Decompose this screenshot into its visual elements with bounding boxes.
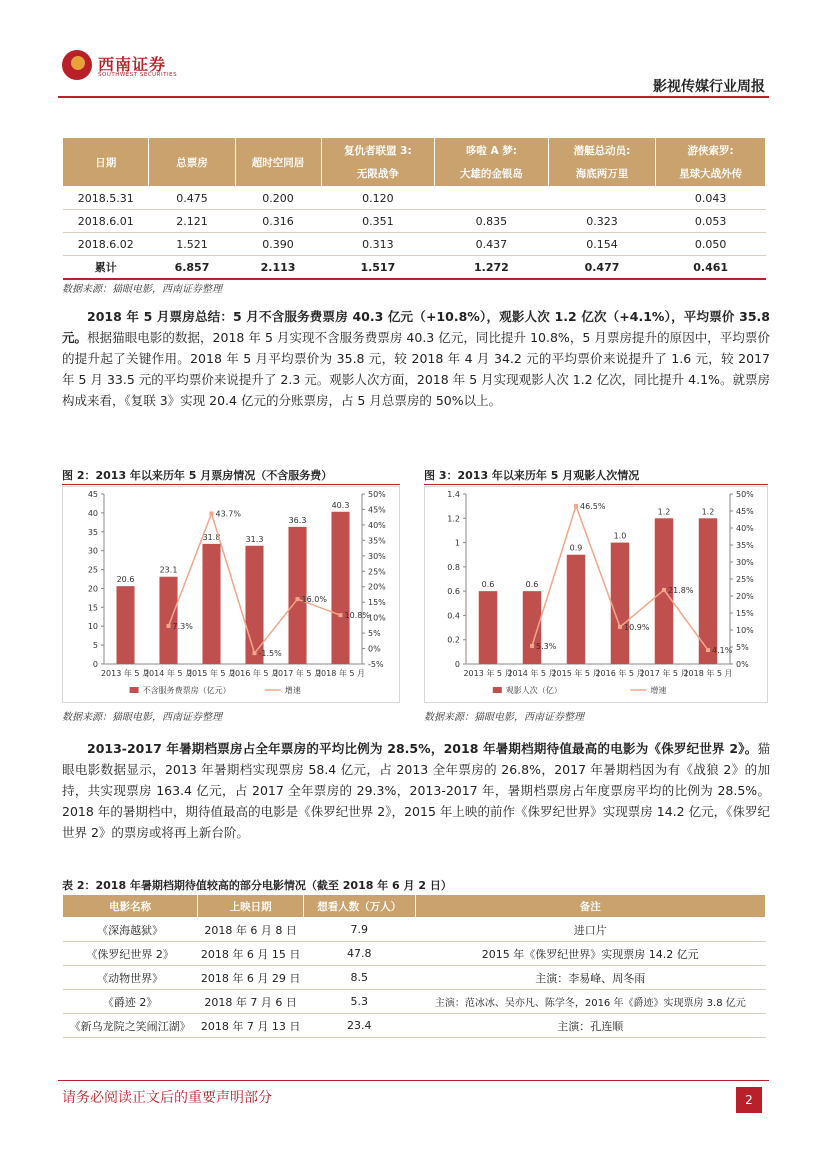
- bar: [567, 555, 585, 664]
- growth-value-label: 16.0%: [301, 595, 327, 605]
- figure2-title: 图 2：2013 年以来历年 5 月票房情况（不含服务费）: [62, 469, 333, 482]
- paragraph-body: 根据猫眼电影的数据，2018 年 5 月实现不含服务费票房 40.3 亿元，同比提升 10.8%，5 月票房提升的原因中，平均票价的提升起了关键作用。2018 年 5 月平均票价为 35.8 元，较 2018 年 4 月 34.2 元的平均票价来说提升了 1.6 元，较 2017 年 5 月 33.5 元的平均票价来说提升了 2.3 元。观影人次方面，2018 年 5 月实现观影人次 1.2 亿次，同比提升 4.1%。就票房构成来看，《复联 3》实现 20.4 亿元的分账票房，占 5 月总票房的 50%以上。: [62, 330, 770, 408]
- table-total-row: [63, 256, 766, 280]
- y-tick-label: 1: [454, 538, 460, 548]
- bar-value-label: 0.9: [569, 543, 583, 553]
- x-tick-label: 2014 年 5 月: [143, 669, 194, 678]
- report-title: 影视传媒行业周报: [653, 79, 765, 95]
- table-cell: 47.8: [303, 942, 415, 966]
- y-tick-label: 0.6: [447, 587, 460, 597]
- table-cell: 进口片: [415, 918, 765, 942]
- legend-line-label: 增速: [284, 686, 301, 695]
- x-tick-label: 2014 年 5 月: [507, 669, 557, 678]
- bar-value-label: 23.1: [159, 565, 178, 575]
- paragraph-body: 猫眼电影数据显示，2013 年暑期档实现票房 58.4 亿元，占 2013 全年票房的 26.8%，2017 年暑期档因为有《战狼 2》的加持，共实现票房 163.4 亿元，占 2017 全年票房的 29.3%，2013-2017 年，暑期档票房占年度票房平均的比例为 28.5%。2018 年的暑期档中，期待值最高的电影是《侏罗纪世界 2》，2015 年上映的前作《侏罗纪世界》实现票房 14.2 亿元，《侏罗纪世界 2》的票房或将再上新台阶。: [62, 741, 770, 840]
- table-cell: 2018 年 7 月 6 日: [198, 990, 304, 1014]
- x-tick-label: 2017 年 5 月: [272, 669, 323, 678]
- growth-point: [574, 504, 578, 508]
- table-row: [63, 1014, 766, 1038]
- table-cell: 2.121: [149, 210, 235, 233]
- growth-point: [530, 644, 534, 648]
- table-cell: 0.154: [548, 233, 656, 256]
- growth-value-label: 43.7%: [215, 509, 241, 519]
- col-header: 日期: [63, 138, 149, 187]
- table-cell: 0.390: [235, 233, 321, 256]
- table-cell: 2018 年 6 月 8 日: [198, 918, 304, 942]
- y2-tick-label: 10%: [736, 626, 754, 635]
- table-cell: 7.9: [303, 918, 415, 942]
- bar-value-label: 31.8: [202, 532, 221, 542]
- logo-english-name: SOUTHWEST SECURITIES: [98, 72, 178, 78]
- table-cell: 2018.5.31: [63, 187, 149, 210]
- table-cell: 0.313: [321, 233, 435, 256]
- table-row: [63, 233, 766, 256]
- y2-tick-label: 25%: [368, 567, 386, 577]
- growth-point: [210, 511, 214, 515]
- page-number: 2: [736, 1087, 762, 1113]
- y-tick-label: 40: [87, 508, 98, 518]
- table-cell: 1.272: [435, 256, 549, 280]
- y2-tick-label: 5%: [736, 643, 749, 652]
- y2-tick-label: 45%: [736, 507, 754, 516]
- table-row: [63, 942, 766, 966]
- bar: [116, 586, 134, 664]
- legend-bar-label: 不含服务费票房（亿元）: [142, 686, 231, 695]
- y2-tick-label: 50%: [368, 490, 386, 499]
- y2-tick-label: -5%: [368, 660, 384, 669]
- summer-films-table: [62, 894, 766, 1038]
- table-cell: 0.835: [435, 210, 549, 233]
- y2-tick-label: 30%: [368, 551, 386, 561]
- y2-tick-label: 10%: [368, 613, 386, 623]
- col-header: 游侠索罗: 星球大战外传: [656, 138, 766, 187]
- table-cell: 0.351: [321, 210, 435, 233]
- bar: [202, 544, 220, 664]
- y2-tick-label: 35%: [368, 536, 386, 546]
- y2-tick-label: 40%: [736, 524, 754, 533]
- y2-tick-label: 30%: [736, 558, 754, 567]
- paragraph-lead: 2013-2017 年暑期档票房占全年票房的平均比例为 28.5%，2018 年暑期档期待值最高的电影为《侏罗纪世界 2》。: [87, 741, 758, 756]
- table-cell: 累计: [63, 256, 149, 280]
- table-cell: 主演：孔连顺: [415, 1014, 765, 1038]
- table-cell: 6.857: [149, 256, 235, 280]
- table-cell: 2018.6.01: [63, 210, 149, 233]
- table-cell: 23.4: [303, 1014, 415, 1038]
- growth-point: [618, 625, 622, 629]
- table-cell: 0.200: [235, 187, 321, 210]
- table2-title: 表 2：2018 年暑期档期待值较高的部分电影情况（截至 2018 年 6 月 2 日）: [62, 879, 452, 892]
- y-tick-label: 15: [87, 603, 98, 613]
- figure3-source: 数据来源：猫眼电影，西南证券整理: [424, 712, 584, 723]
- may-admissions-chart: [424, 486, 768, 704]
- col-header: 超时空同居: [235, 138, 321, 187]
- table-cell: 《侏罗纪世界 2》: [63, 942, 198, 966]
- bar-value-label: 36.3: [288, 515, 307, 525]
- bar-value-label: 20.6: [116, 575, 135, 585]
- y2-tick-label: 25%: [736, 575, 754, 584]
- table-cell: 0.043: [656, 187, 766, 210]
- header-divider: [58, 96, 769, 98]
- table-cell: 0.120: [321, 187, 435, 210]
- company-logo: [62, 50, 178, 86]
- table-row: [63, 966, 766, 990]
- growth-point: [296, 597, 300, 601]
- x-tick-label: 2018 年 5 月: [315, 669, 366, 678]
- y-tick-label: 25: [87, 565, 98, 575]
- table-cell: 0.437: [435, 233, 549, 256]
- bar: [479, 591, 497, 664]
- y-tick-label: 20: [87, 584, 98, 594]
- paragraph-may-summary: [62, 306, 770, 411]
- y2-tick-label: 45%: [368, 505, 386, 515]
- y2-tick-label: 40%: [368, 520, 386, 530]
- y-tick-label: 30: [87, 546, 98, 556]
- table-row: [63, 918, 766, 942]
- growth-value-label: 21.8%: [668, 585, 694, 595]
- col-header: 电影名称: [63, 895, 198, 918]
- table-cell: 5.3: [303, 990, 415, 1014]
- table-cell: 《爵迹 2》: [63, 990, 198, 1014]
- table-cell: 《动物世界》: [63, 966, 198, 990]
- paragraph-summer-season: [62, 738, 770, 843]
- y-tick-label: 1.4: [447, 490, 460, 499]
- figure2-source: 数据来源：猫眼电影，西南证券整理: [62, 712, 222, 723]
- bar: [331, 512, 349, 664]
- growth-value-label: 5.3%: [536, 641, 557, 651]
- table-cell: 主演：李易峰、周冬雨: [415, 966, 765, 990]
- y-tick-label: 0: [92, 660, 98, 669]
- growth-value-label: -1.5%: [258, 649, 282, 659]
- table-cell: 0.053: [656, 210, 766, 233]
- table-cell: 0.050: [656, 233, 766, 256]
- figure3-title: 图 3：2013 年以来历年 5 月观影人次情况: [424, 469, 640, 482]
- col-header: 复仇者联盟 3: 无限战争: [321, 138, 435, 187]
- y2-tick-label: 15%: [368, 598, 386, 608]
- x-tick-label: 2013 年 5 月: [463, 669, 513, 678]
- table-cell: 1.521: [149, 233, 235, 256]
- col-header: 潜艇总动员: 海底两万里: [548, 138, 656, 187]
- growth-point: [662, 588, 666, 592]
- legend-line-label: 增速: [650, 686, 667, 695]
- y2-tick-label: 20%: [736, 592, 754, 601]
- table-cell: 2018.6.02: [63, 233, 149, 256]
- bar-value-label: 0.6: [525, 580, 539, 590]
- y2-tick-label: 0%: [368, 644, 381, 654]
- y-tick-label: 0.2: [447, 635, 460, 645]
- bar-value-label: 40.3: [331, 500, 350, 510]
- table-header-row: [63, 895, 766, 918]
- y-tick-label: 45: [87, 490, 98, 499]
- table-cell: 0.461: [656, 256, 766, 280]
- y-tick-label: 35: [87, 527, 98, 537]
- table-cell: 0.477: [548, 256, 656, 280]
- figure3-rule: [424, 484, 768, 485]
- x-tick-label: 2013 年 5 月: [100, 669, 151, 678]
- growth-point: [706, 648, 710, 652]
- x-tick-label: 2016 年 5 月: [229, 669, 280, 678]
- table-row: [63, 187, 766, 210]
- y2-tick-label: 20%: [368, 582, 386, 592]
- y-tick-label: 5: [92, 641, 98, 651]
- table-cell: [435, 187, 549, 210]
- legend-bar-label: 观影人次（亿）: [505, 686, 562, 695]
- table-row: [63, 990, 766, 1014]
- table-cell: 《新乌龙院之笑闹江湖》: [63, 1014, 198, 1038]
- y-tick-label: 1.2: [447, 514, 460, 524]
- figure2-rule: [62, 484, 400, 485]
- y2-tick-label: 5%: [368, 629, 381, 639]
- growth-value-label: 7.3%: [172, 621, 193, 631]
- table-cell: 2015 年《侏罗纪世界》实现票房 14.2 亿元: [415, 942, 765, 966]
- col-header: 总票房: [149, 138, 235, 187]
- table-cell: 2018 年 6 月 29 日: [198, 966, 304, 990]
- x-tick-label: 2015 年 5 月: [551, 669, 601, 678]
- table-cell: 2.113: [235, 256, 321, 280]
- table-cell: 2018 年 6 月 15 日: [198, 942, 304, 966]
- paragraph-lead: 2018 年 5 月票房总结：5 月不含服务费票房 40.3 亿元（+10.8%），观影人次 1.2 亿次（+4.1%），平均票价 35.8 元。: [62, 309, 770, 345]
- y2-tick-label: 15%: [736, 609, 754, 618]
- growth-value-label: 4.1%: [712, 646, 733, 656]
- col-header: 想看人数（万人）: [303, 895, 415, 918]
- disclaimer-note: 请务必阅读正文后的重要声明部分: [62, 1090, 272, 1106]
- table-cell: 主演：范冰冰、吴亦凡、陈学冬，2016 年《爵迹》实现票房 3.8 亿元: [415, 990, 765, 1014]
- bar: [611, 543, 629, 664]
- table-header-row: [63, 138, 766, 187]
- logo-chinese-name: 西南证券: [98, 55, 167, 74]
- y-tick-label: 10: [87, 622, 98, 632]
- y-tick-label: 0.4: [447, 611, 460, 621]
- legend-bar-swatch: [130, 687, 139, 693]
- y-tick-label: 0.8: [447, 562, 460, 572]
- table-cell: 《深海越狱》: [63, 918, 198, 942]
- growth-value-label: 10.9%: [624, 622, 650, 632]
- table-cell: 8.5: [303, 966, 415, 990]
- x-tick-label: 2018 年 5 月: [683, 669, 733, 678]
- col-header: 上映日期: [198, 895, 304, 918]
- logo-mark-icon: [62, 50, 92, 80]
- col-header: 哆啦 A 梦: 大雄的金银岛: [435, 138, 549, 187]
- bar-value-label: 1.2: [701, 507, 715, 517]
- table-cell: 1.517: [321, 256, 435, 280]
- legend-bar-swatch: [493, 687, 502, 693]
- growth-value-label: 46.5%: [580, 501, 606, 511]
- table-cell: 2018 年 7 月 13 日: [198, 1014, 304, 1038]
- daily-box-office-table: [62, 137, 766, 280]
- table-row: [63, 210, 766, 233]
- x-tick-label: 2017 年 5 月: [639, 669, 689, 678]
- x-tick-label: 2016 年 5 月: [595, 669, 645, 678]
- bar-value-label: 1.0: [613, 531, 627, 541]
- x-tick-label: 2015 年 5 月: [186, 669, 237, 678]
- y2-tick-label: 50%: [736, 490, 754, 499]
- bar-value-label: 0.6: [481, 580, 495, 590]
- table1-source: 数据来源：猫眼电影，西南证券整理: [62, 284, 222, 295]
- growth-point: [253, 651, 257, 655]
- may-box-office-chart: [62, 486, 400, 704]
- col-header: 备注: [415, 895, 765, 918]
- table-cell: 0.475: [149, 187, 235, 210]
- table-cell: 0.323: [548, 210, 656, 233]
- y-tick-label: 0: [454, 660, 460, 669]
- growth-point: [167, 624, 171, 628]
- table-cell: [548, 187, 656, 210]
- bar-value-label: 1.2: [657, 507, 671, 517]
- y2-tick-label: 0%: [736, 660, 749, 669]
- growth-point: [339, 613, 343, 617]
- footer-divider: [58, 1080, 769, 1081]
- bar: [159, 577, 177, 664]
- bar-value-label: 31.3: [245, 534, 264, 544]
- y2-tick-label: 35%: [736, 541, 754, 550]
- table-cell: 0.316: [235, 210, 321, 233]
- growth-value-label: 10.8%: [344, 611, 370, 621]
